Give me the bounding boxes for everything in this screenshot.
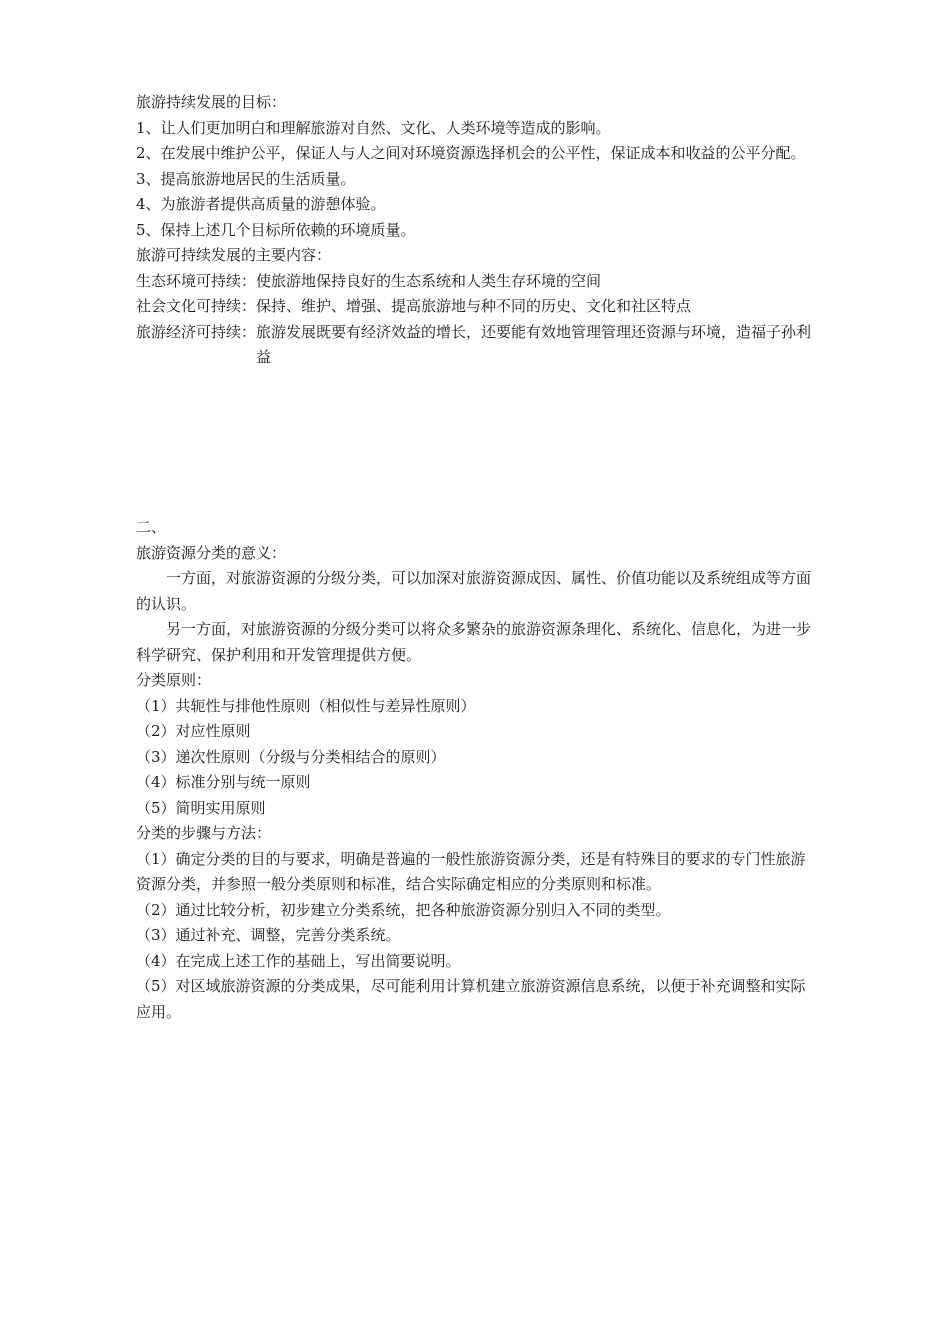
content-item-label: 生态环境可持续：: [136, 271, 257, 290]
content-item-ecology: [136, 269, 820, 295]
step-item: （4）在完成上述工作的基础上，写出简要说明。: [136, 951, 461, 970]
content-item-label: 旅游经济可持续：: [136, 322, 257, 341]
step-item: （2）通过比较分析，初步建立分类系统，把各种旅游资源分别归入不同的类型。: [136, 900, 671, 919]
content-heading: 旅游可持续发展的主要内容：: [136, 246, 332, 264]
content-item-label: 社会文化可持续：: [136, 297, 257, 315]
goal-item: 5、保持上述几个目标所依赖的环境质量。: [136, 220, 416, 239]
meaning-heading: 旅游资源分类的意义：: [136, 543, 287, 562]
meaning-paragraph: 另一方面，对旅游资源的分级分类可以将众多繁杂的旅游资源条理化、系统化、信息化，为进一步科学研究、保护利用和开发管理提供方便。: [136, 620, 812, 664]
goal-item: 4、为旅游者提供高质量的游憩体验。: [136, 195, 386, 213]
content-item-economy: [136, 320, 820, 371]
step-item: （3）通过补充、调整，完善分类系统。: [136, 926, 401, 944]
goal-item: 1、让人们更加明白和理解旅游对自然、文化、人类环境等造成的影响。: [136, 118, 611, 137]
content-item-text: 保持、维护、增强、提高旅游地与种不同的历史、文化和社区特点: [256, 297, 692, 315]
section-resource-classification: [136, 515, 820, 1025]
principle-item: （3）递次性原则（分级与分类相结合的原则）: [136, 747, 446, 766]
step-item: （5）对区域旅游资源的分类成果，尽可能利用计算机建立旅游资源信息系统，以便于补充调整和实际应用。: [136, 977, 806, 1021]
section-number: 二、: [136, 518, 167, 536]
goal-item: 3、提高旅游地居民的生活质量。: [136, 169, 356, 188]
content-item-text: 使旅游地保持良好的生态系统和人类生存环境的空间: [256, 271, 602, 290]
meaning-paragraph: 一方面，对旅游资源的分级分类，可以加深对旅游资源成因、属性、价值功能以及系统组成等方面的认识。: [136, 569, 812, 613]
principle-item: （4）标准分别与统一原则: [136, 773, 311, 791]
principle-item: （2）对应性原则: [136, 722, 251, 740]
principles-heading: 分类原则：: [136, 671, 212, 689]
step-item: （1）确定分类的目的与要求，明确是普遍的一般性旅游资源分类，还是有特殊目的要求的专门性旅游资源分类，并参照一般分类原则和标准，结合实际确定相应的分类原则和标准。: [136, 849, 806, 893]
goals-heading: 旅游持续发展的目标：: [136, 93, 287, 111]
goal-item: 2、在发展中维护公平，保证人与人之间对环境资源选择机会的公平性，保证成本和收益的公平分配。: [136, 144, 806, 162]
principle-item: （1）共轭性与排他性原则（相似性与差异性原则）: [136, 696, 476, 715]
principle-item: （5）简明实用原则: [136, 798, 266, 817]
content-item-society: [136, 294, 820, 320]
content-item-text: 旅游发展既要有经济效益的增长，还要能有效地管理管理还资源与环境，造福子孙利益: [256, 322, 812, 366]
steps-heading: 分类的步骤与方法：: [136, 824, 272, 842]
section-sustainable-tourism: [136, 90, 820, 371]
